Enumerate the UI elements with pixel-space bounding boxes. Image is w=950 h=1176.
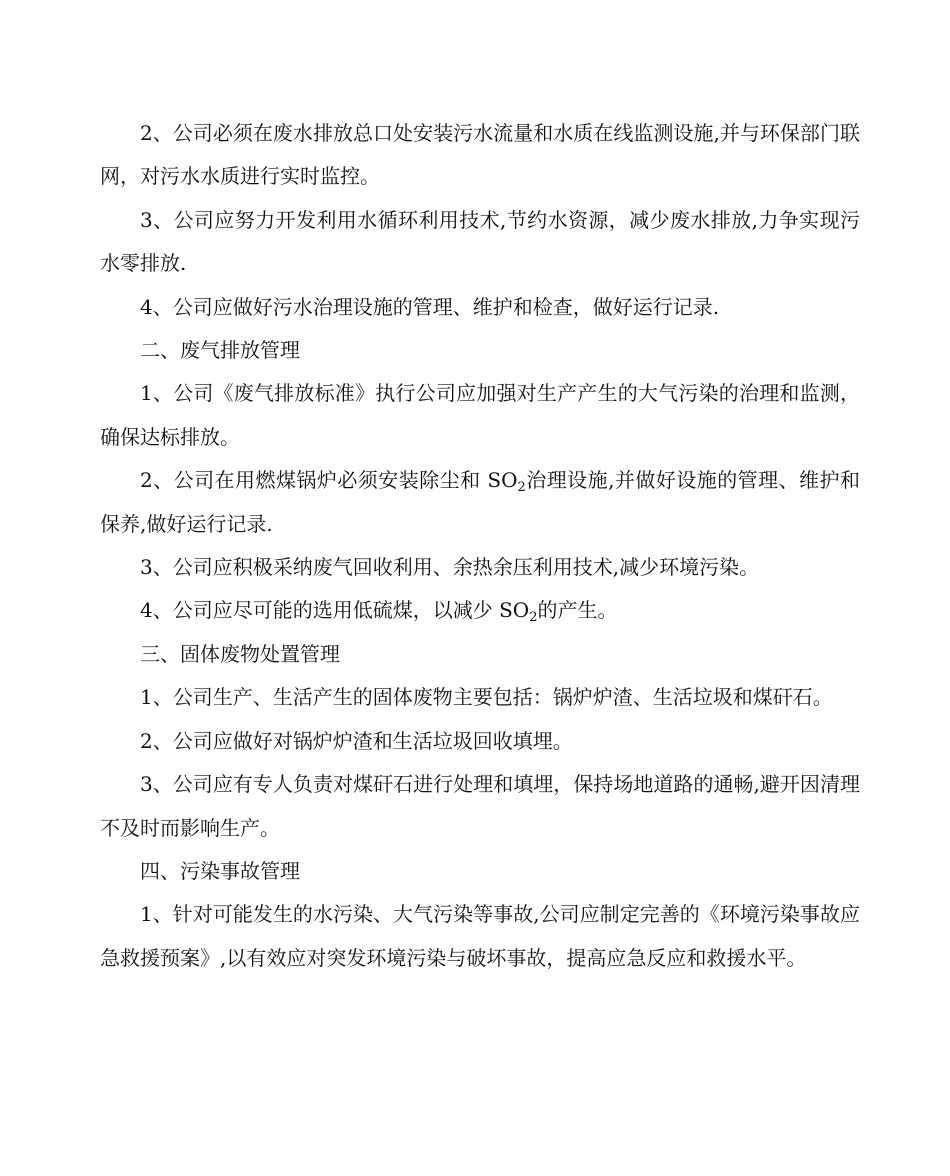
boiler-text-after: 治理设施,并做好设施的管理、维护和保养,做好运行记录.	[100, 468, 860, 536]
so2-subscript: 2	[529, 610, 538, 626]
paragraph-exhaust-standard: 1、公司《废气排放标准》执行公司应加强对生产产生的大气污染的治理和监测，确保达标排放。	[100, 381, 860, 449]
paragraph-wastewater-monitoring: 2、公司必须在废水排放总口处安装污水流量和水质在线监测设施,并与环保部门联网，对污水水质进行实时监控。	[100, 121, 860, 189]
paragraph-gas-recovery: 3、公司应积极采纳废气回收利用、余热余压利用技术,减少环境污染。	[140, 555, 760, 580]
paragraph-water-recycling: 3、公司应努力开发利用水循环利用技术,节约水资源，减少废水排放,力争实现污水零排放.	[100, 207, 860, 276]
paragraph-facility-maintenance: 4、公司应做好污水治理设施的管理、维护和检查，做好运行记录.	[140, 294, 720, 319]
boiler-text-before: 2、公司在用燃煤锅炉必须安装除尘和 SO	[140, 468, 518, 493]
paragraph-low-sulfur-coal	[100, 589, 860, 632]
so2-subscript: 2	[517, 480, 526, 496]
paragraph-emergency-plan: 1、针对可能发生的水污染、大气污染等事故,公司应制定完善的《环境污染事故应急救援预案》,以有效应对突发环境污染与破坏事故，提高应急反应和救援水平。	[100, 902, 860, 970]
paragraph-slag-landfill: 2、公司应做好对锅炉炉渣和生活垃圾回收填埋。	[140, 728, 573, 753]
section-heading-pollution-accident: 四、污染事故管理	[140, 858, 300, 883]
section-heading-solid-waste: 三、固体废物处置管理	[140, 641, 340, 666]
coal-text-before: 4、公司应尽可能的选用低硫煤，以减少 SO	[140, 598, 530, 623]
paragraph-solid-waste-types: 1、公司生产、生活产生的固体废物主要包括：锅炉炉渣、生活垃圾和煤矸石。	[140, 685, 833, 710]
paragraph-gangue-handling: 3、公司应有专人负责对煤矸石进行处理和填埋，保持场地道路的通畅,避开因清理不及时而影响生产。	[100, 772, 860, 840]
document-page	[100, 112, 860, 980]
paragraph-boiler-dust-removal	[100, 459, 860, 546]
coal-text-after: 的产生。	[537, 598, 618, 623]
section-heading-exhaust-gas: 二、废气排放管理	[140, 338, 300, 363]
